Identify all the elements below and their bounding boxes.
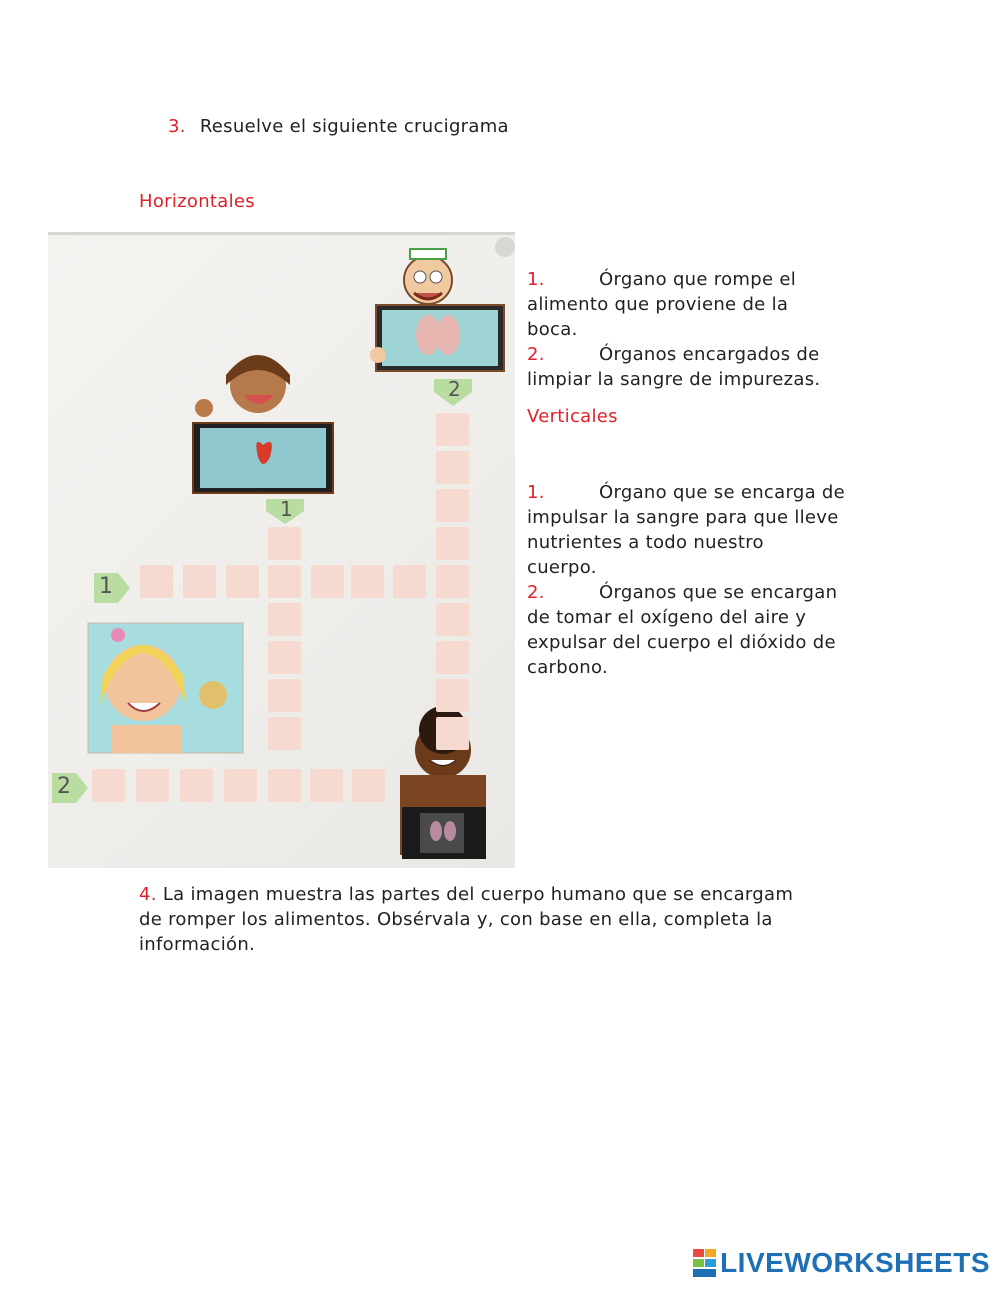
crossword-cell[interactable] — [136, 769, 169, 802]
logo-text: LIVEWORKSHEETS — [720, 1247, 990, 1278]
clue-text: alimento que proviene de la — [527, 294, 789, 315]
crossword-image — [48, 232, 515, 868]
crossword-cell[interactable] — [140, 565, 173, 598]
section-4-text: información. — [139, 934, 256, 955]
clue-text: carbono. — [527, 657, 608, 678]
crossword-cell[interactable] — [268, 603, 301, 636]
vertical-clue-1 — [527, 480, 877, 580]
crossword-cell[interactable] — [268, 717, 301, 750]
clue-text: cuerpo. — [527, 557, 597, 578]
logo-icon — [693, 1249, 717, 1277]
crossword-cell[interactable] — [268, 565, 301, 598]
blonde-girl-figure — [88, 623, 243, 753]
girl-heart-figure — [193, 355, 333, 493]
crossword-cell[interactable] — [310, 769, 343, 802]
horizontal-clue-2 — [527, 342, 867, 392]
clue-text: impulsar la sangre para que lleve — [527, 507, 839, 528]
clue-number: 2. — [527, 582, 545, 603]
corner-mark — [495, 237, 515, 257]
horizontal-heading: Horizontales — [139, 191, 255, 212]
arrow-down-icon — [264, 497, 306, 525]
crossword-cell[interactable] — [436, 641, 469, 674]
crossword-cell[interactable] — [436, 679, 469, 712]
marker-h1: 1 — [99, 574, 113, 599]
crossword-cell[interactable] — [92, 769, 125, 802]
crossword-cell[interactable] — [180, 769, 213, 802]
marker-h2: 2 — [57, 774, 71, 799]
vertical-clues — [527, 480, 877, 680]
liveworksheets-logo[interactable] — [693, 1247, 990, 1279]
horizontal-clues — [527, 267, 867, 392]
crossword-cell[interactable] — [352, 769, 385, 802]
crossword-cell[interactable] — [436, 451, 469, 484]
clue-text: Órganos que se encargan — [599, 582, 838, 603]
clue-number: 1. — [527, 269, 545, 290]
clue-number: 1. — [527, 482, 545, 503]
crossword-cell[interactable] — [436, 527, 469, 560]
crossword-cell[interactable] — [183, 565, 216, 598]
crossword-cell[interactable] — [436, 489, 469, 522]
marker-v2: 2 — [448, 377, 461, 401]
crossword-cell[interactable] — [226, 565, 259, 598]
boy-lungs-figure — [370, 249, 504, 371]
crossword-cell[interactable] — [436, 603, 469, 636]
clue-text: boca. — [527, 319, 578, 340]
clue-text: Órganos encargados de — [599, 344, 820, 365]
crossword-cell[interactable] — [436, 413, 469, 446]
crossword-cell[interactable] — [351, 565, 384, 598]
section-4-number: 4. — [139, 884, 157, 905]
section-4-paragraph — [139, 882, 879, 957]
crossword-cell[interactable] — [393, 565, 426, 598]
crossword-cell[interactable] — [268, 527, 301, 560]
crossword-cell[interactable] — [311, 565, 344, 598]
horizontal-clue-1 — [527, 267, 867, 342]
clue-text: limpiar la sangre de impurezas. — [527, 369, 821, 390]
crossword-cell[interactable] — [436, 717, 469, 750]
clue-text: de tomar el oxígeno del aire y — [527, 607, 807, 628]
section-3-heading — [168, 116, 509, 137]
arrow-right-icon — [50, 771, 90, 805]
crossword-cell[interactable] — [268, 679, 301, 712]
section-4-text: de romper los alimentos. Obsérvala y, con base en ella, completa la — [139, 909, 773, 930]
crossword-cell[interactable] — [224, 769, 257, 802]
marker-v1: 1 — [280, 497, 293, 521]
section-3-text: Resuelve el siguiente crucigrama — [199, 116, 509, 137]
crossword-cell[interactable] — [268, 641, 301, 674]
clue-text: Órgano que rompe el — [599, 269, 797, 290]
clue-text: nutrientes a todo nuestro — [527, 532, 764, 553]
crossword-cell[interactable] — [436, 565, 469, 598]
arrow-right-icon — [92, 571, 132, 605]
arrow-down-icon — [432, 377, 474, 407]
crossword-cell[interactable] — [268, 769, 301, 802]
clue-text: expulsar del cuerpo el dióxido de — [527, 632, 836, 653]
clue-text: Órgano que se encarga de — [599, 482, 846, 503]
section-4-text: La imagen muestra las partes del cuerpo humano que se encargam — [162, 884, 794, 905]
vertical-heading: Verticales — [527, 406, 618, 427]
clue-number: 2. — [527, 344, 545, 365]
vertical-clue-2 — [527, 580, 877, 680]
section-3-number: 3. — [168, 116, 186, 137]
